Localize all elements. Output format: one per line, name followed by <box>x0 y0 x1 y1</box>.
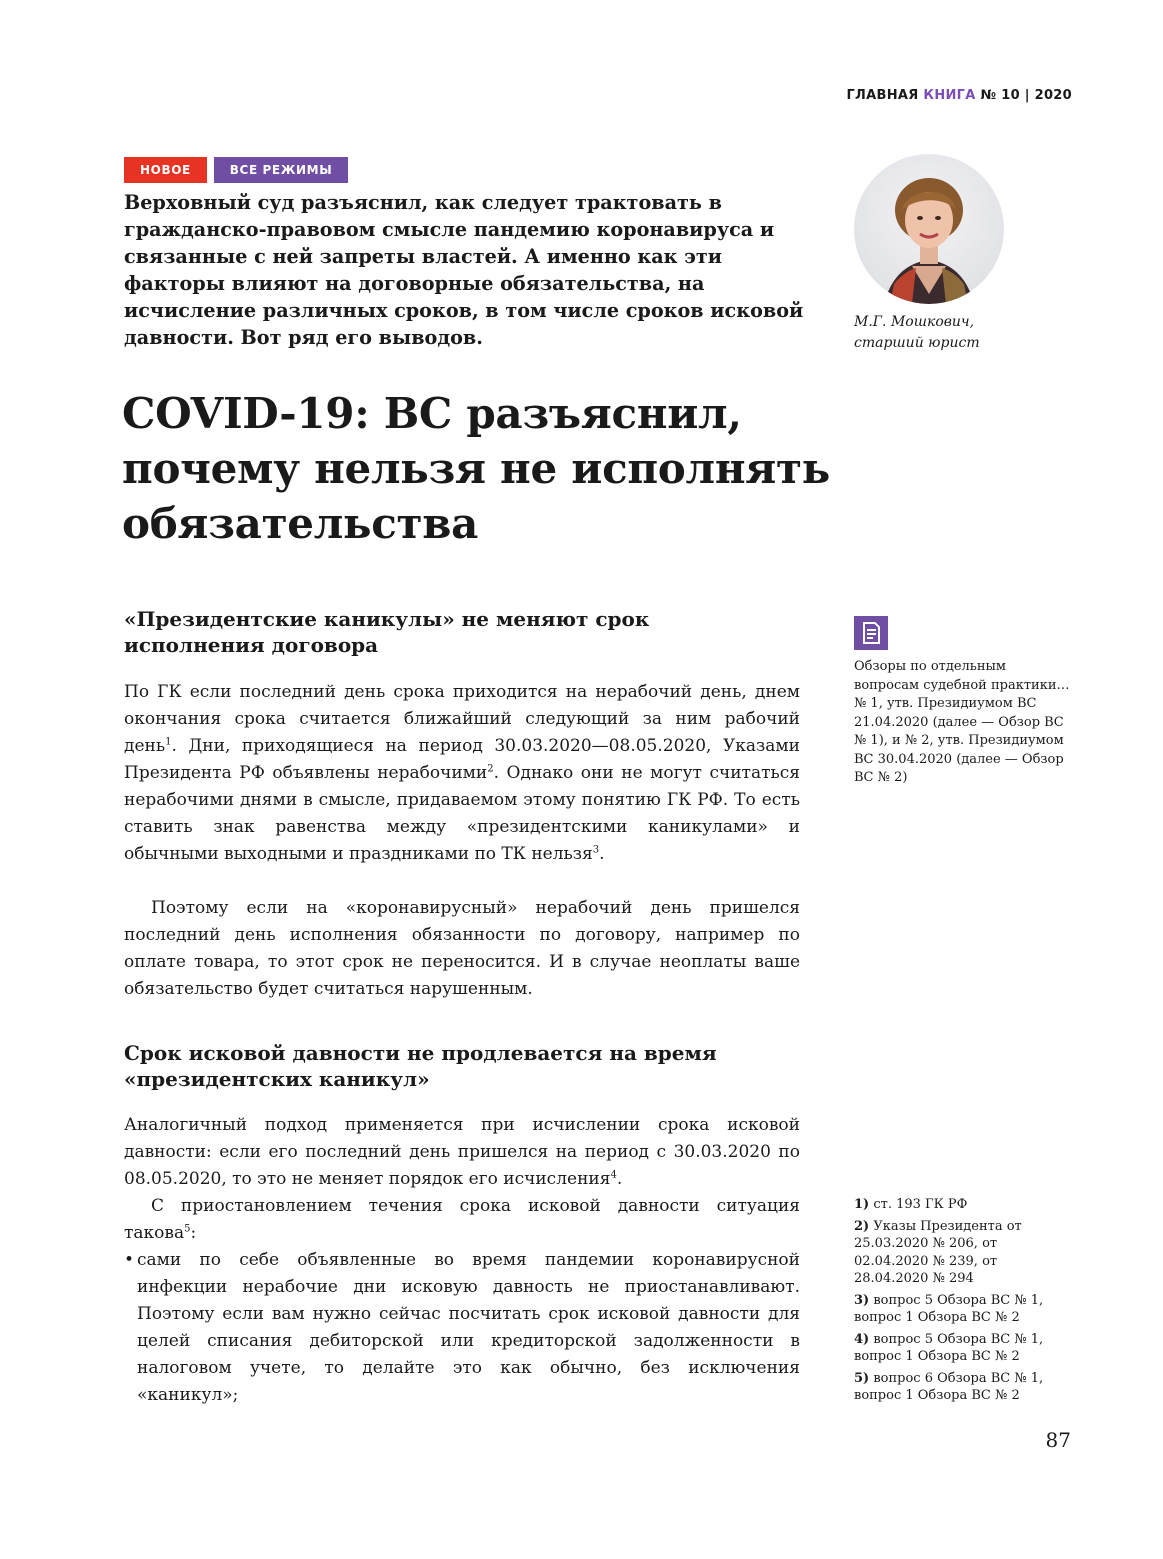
masthead <box>846 88 1072 103</box>
masthead-title: ГЛАВНАЯ <box>846 88 919 103</box>
footnote-3: 3) вопрос 5 Обзора ВС № 1, вопрос 1 Обзора ВС № 2 <box>854 1292 1044 1325</box>
sidebar-note: Обзоры по отдельным вопросам судебной практики… № 1, утв. Президиумом ВС 21.04.2020 (далее — Обзор ВС № 1), и № 2, утв. Президиумом ВС 30.04.2020 (далее — Обзор ВС № 2) <box>854 659 1070 785</box>
footnote-4: 4) вопрос 5 Обзора ВС № 1, вопрос 1 Обзора ВС № 2 <box>854 1331 1044 1364</box>
list-item: • сами по себе объявленные во время пандемии коронавирусной инфекции нерабочие дни исковую давность не приостанавливают. Поэтому если вам нужно сейчас посчитать срок исковой давности для целей списания дебиторской или кредиторской задолженности в налоговом учете, то делайте это как обычно, без исключения «каникул»; <box>124 1247 800 1409</box>
footnote-1: 1) ст. 193 ГК РФ <box>854 1197 968 1212</box>
bullet-list <box>124 1247 800 1409</box>
author-avatar <box>854 154 1004 304</box>
footnote-ref-2: 2 <box>487 763 494 775</box>
page-number: 87 <box>1045 1428 1071 1452</box>
section2-paragraph-1: Аналогичный подход применяется при исчислении срока исковой давности: если его последний день пришелся на период с 30.03.2020 по 08.05.2020, то это не меняет порядок его исчисления$^4$. <box>124 1115 800 1189</box>
tag-all-regimes: ВСЕ РЕЖИМЫ <box>214 157 348 183</box>
section1-paragraph-2: Поэтому если на «коронавирусный» нерабочий день пришелся последний день исполнения обязанности по договору, например по оплате товара, то этот срок не переносится. И в случае неоплаты ваше обязательство будет считаться нарушенным. <box>124 898 800 999</box>
author-caption <box>854 312 980 354</box>
footnote-ref-1: 1 <box>165 736 172 748</box>
author-name: М.Г. Мошкович, <box>854 314 975 330</box>
tag-new: НОВОЕ <box>124 157 207 183</box>
document-icon <box>854 616 888 650</box>
footnote-ref-4: 4 <box>610 1169 617 1181</box>
masthead-title-accent: КНИГА <box>923 88 976 103</box>
section1-paragraph-1: По ГК если последний день срока приходится на нерабочий день, днем окончания срока считается ближайший следующий за ним рабочий день$^1$. Дни, приходящиеся на период 30.03.2020—08.05.2020, Указами Президента РФ объявлены нерабочими$^2$. Однако они не могут считаться нерабочими днями в смысле, придаваемом этому понятию ГК РФ. То есть ставить знак равенства между «президентскими каникулами» и обычными выходными и праздниками по ТК нельзя$^3$. <box>124 682 801 864</box>
section2-paragraph-2: С приостановлением течения срока исковой давности ситуация такова$^5$: <box>124 1196 800 1243</box>
section-heading-1: «Президентские каникулы» не меняют срок исполнения договора <box>124 607 650 657</box>
author-portrait-icon <box>854 154 1004 304</box>
tag-group <box>124 157 348 183</box>
section-heading-2: Срок исковой давности не продлевается на время «президентских каникул» <box>124 1041 717 1091</box>
lead-paragraph: Верховный суд разъяснил, как следует трактовать в гражданско-правовом смысле пандемию коронавируса и связанные с ней запреты властей. А именно как эти факторы влияют на договорные обязательства, на исчисление различных сроков, в том числе сроков исковой давности. Вот ряд его выводов. <box>124 191 804 349</box>
footnote-ref-5: 5 <box>184 1223 191 1235</box>
footnotes <box>854 1196 1074 1409</box>
author-role: старший юрист <box>854 335 980 351</box>
footnote-2: 2) Указы Президента от 25.03.2020 № 206, от 02.04.2020 № 239, от 28.04.2020 № 294 <box>854 1218 1022 1286</box>
footnote-ref-3: 3 <box>592 844 600 856</box>
issue-number: № 10 | 2020 <box>980 88 1072 103</box>
footnote-5: 5) вопрос 6 Обзора ВС № 1, вопрос 1 Обзора ВС № 2 <box>854 1370 1044 1403</box>
article-title: COVID-19: ВС разъяснил, почему нельзя не исполнять обязательства <box>122 389 830 548</box>
